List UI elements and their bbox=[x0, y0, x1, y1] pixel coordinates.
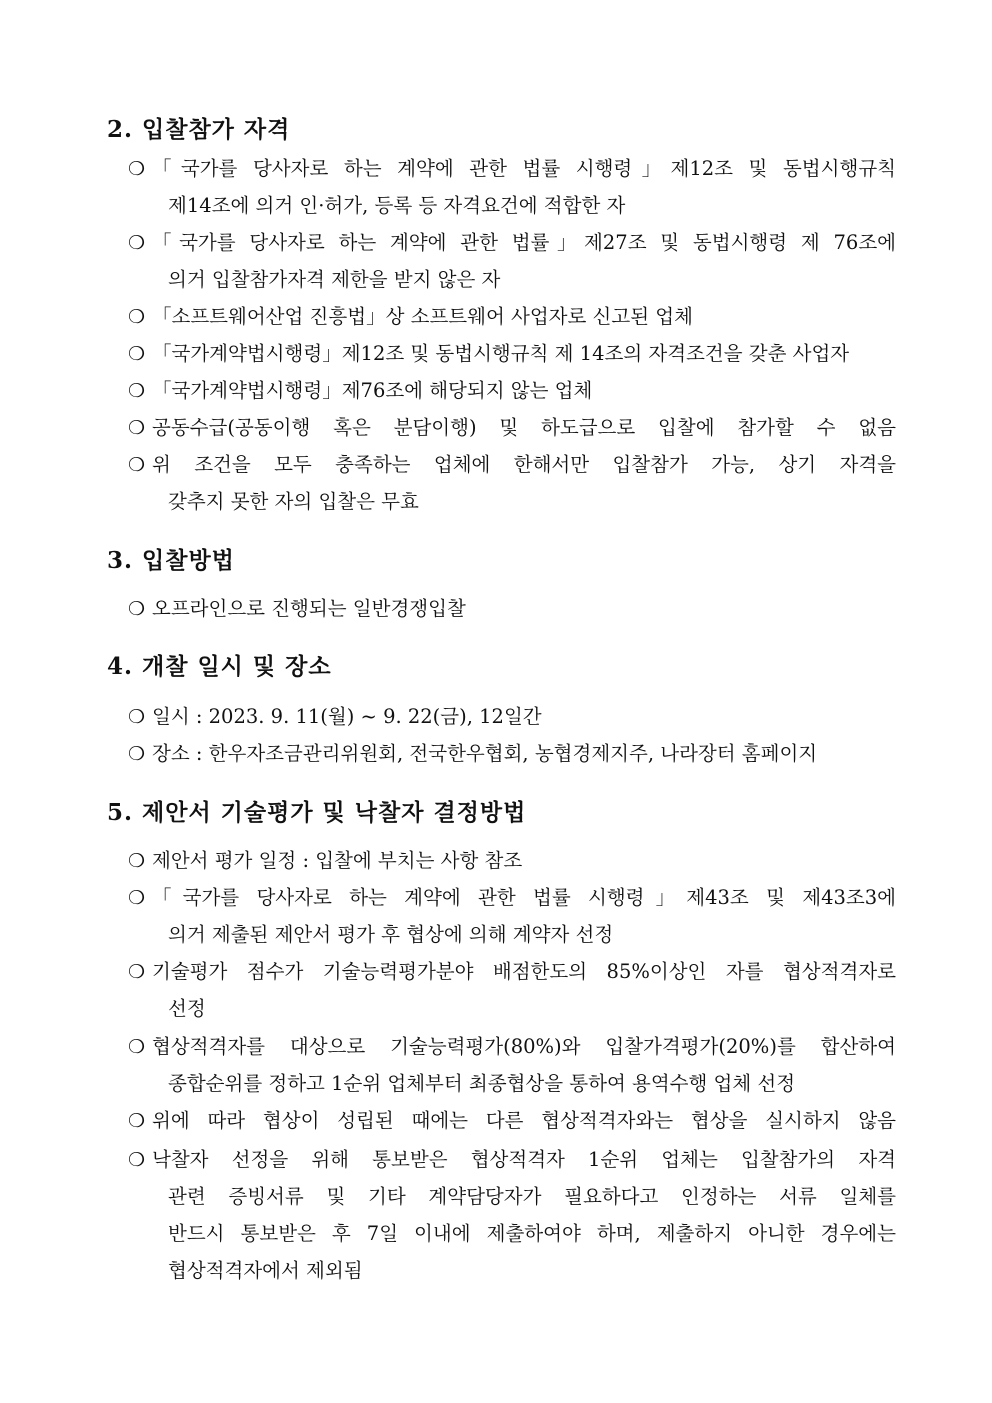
bullet-icon: ❍ bbox=[128, 417, 146, 439]
item-text: 반드시 통보받은 후 7일 이내에 제출하여야 하며, 제출하지 아니한 경우에는 bbox=[168, 1222, 896, 1245]
item-text: 위에 따라 협상이 성립된 때에는 다른 협상적격자와는 협상을 실시하지 않음 bbox=[152, 1109, 896, 1132]
item-text: 「소프트웨어산업 진흥법」상 소프트웨어 사업자로 신고된 업체 bbox=[152, 305, 693, 328]
item-text: 낙찰자 선정을 위해 통보받은 협상적격자 1순위 업체는 입찰참가의 자격 bbox=[152, 1148, 896, 1171]
item-text: 「국가를 당사자로 하는 계약에 관한 법률 시행령」제12조 및 동법시행규칙 bbox=[152, 157, 896, 180]
item-text: 협상적격자에서 제외됨 bbox=[168, 1259, 363, 1282]
item-text: 「국가를 당사자로 하는 계약에 관한 법률」제27조 및 동법시행령 제 76조에 bbox=[152, 231, 896, 254]
bullet-icon: ❍ bbox=[128, 887, 146, 909]
item-text: 「국가계약법시행령」제76조에 해당되지 않는 업체 bbox=[152, 379, 593, 402]
item-text: 공동수급(공동이행 혹은 분담이행) 및 하도급으로 입찰에 참가할 수 없음 bbox=[152, 416, 896, 439]
bullet-icon: ❍ bbox=[128, 158, 146, 180]
bullet-icon: ❍ bbox=[128, 1110, 146, 1132]
section-heading: 4. 개찰 일시 및 장소 bbox=[107, 653, 332, 680]
item-text: 제14조에 의거 인·허가, 등록 등 자격요건에 적합한 자 bbox=[168, 194, 626, 217]
bullet-icon: ❍ bbox=[128, 743, 146, 765]
item-text: 의거 제출된 제안서 평가 후 협상에 의해 계약자 선정 bbox=[168, 923, 614, 946]
item-text: 「국가를 당사자로 하는 계약에 관한 법률 시행령」제43조 및 제43조3에 bbox=[152, 886, 896, 909]
item-text: 의거 입찰참가자격 제한을 받지 않은 자 bbox=[168, 268, 501, 291]
bullet-icon: ❍ bbox=[128, 850, 146, 872]
item-text: 오프라인으로 진행되는 일반경쟁입찰 bbox=[152, 597, 466, 620]
item-text: 제안서 평가 일정 : 입찰에 부치는 사항 참조 bbox=[152, 849, 523, 872]
bullet-icon: ❍ bbox=[128, 343, 146, 365]
item-text: 종합순위를 정하고 1순위 업체부터 최종협상을 통하여 용역수행 업체 선정 bbox=[168, 1072, 796, 1095]
bullet-icon: ❍ bbox=[128, 232, 146, 254]
item-text: 협상적격자를 대상으로 기술능력평가(80%)와 입찰가격평가(20%)를 합산하여 bbox=[152, 1035, 896, 1058]
item-text: 일시 : 2023. 9. 11(월) ~ 9. 22(금), 12일간 bbox=[152, 705, 542, 728]
bullet-icon: ❍ bbox=[128, 306, 146, 328]
item-text: 「국가계약법시행령」제12조 및 동법시행규칙 제 14조의 자격조건을 갖춘 사업자 bbox=[152, 342, 850, 365]
item-text: 갖추지 못한 자의 입찰은 무효 bbox=[168, 490, 419, 513]
item-text: 기술평가 점수가 기술능력평가분야 배점한도의 85%이상인 자를 협상적격자로 bbox=[152, 960, 896, 983]
item-text: 위 조건을 모두 충족하는 업체에 한해서만 입찰참가 가능, 상기 자격을 bbox=[152, 453, 896, 476]
bullet-icon: ❍ bbox=[128, 1036, 146, 1058]
bullet-icon: ❍ bbox=[128, 1149, 146, 1171]
bullet-icon: ❍ bbox=[128, 454, 146, 476]
bullet-icon: ❍ bbox=[128, 706, 146, 728]
item-text: 선정 bbox=[168, 997, 206, 1020]
bullet-icon: ❍ bbox=[128, 380, 146, 402]
item-text: 관련 증빙서류 및 기타 계약담당자가 필요하다고 인정하는 서류 일체를 bbox=[168, 1185, 896, 1208]
item-text: 장소 : 한우자조금관리위원회, 전국한우협회, 농협경제지주, 나라장터 홈페이지 bbox=[152, 742, 818, 765]
bullet-icon: ❍ bbox=[128, 598, 146, 620]
section-heading: 3. 입찰방법 bbox=[107, 547, 235, 574]
bullet-icon: ❍ bbox=[128, 961, 146, 983]
section-heading: 5. 제안서 기술평가 및 낙찰자 결정방법 bbox=[107, 799, 527, 826]
section-heading: 2. 입찰참가 자격 bbox=[107, 116, 291, 143]
